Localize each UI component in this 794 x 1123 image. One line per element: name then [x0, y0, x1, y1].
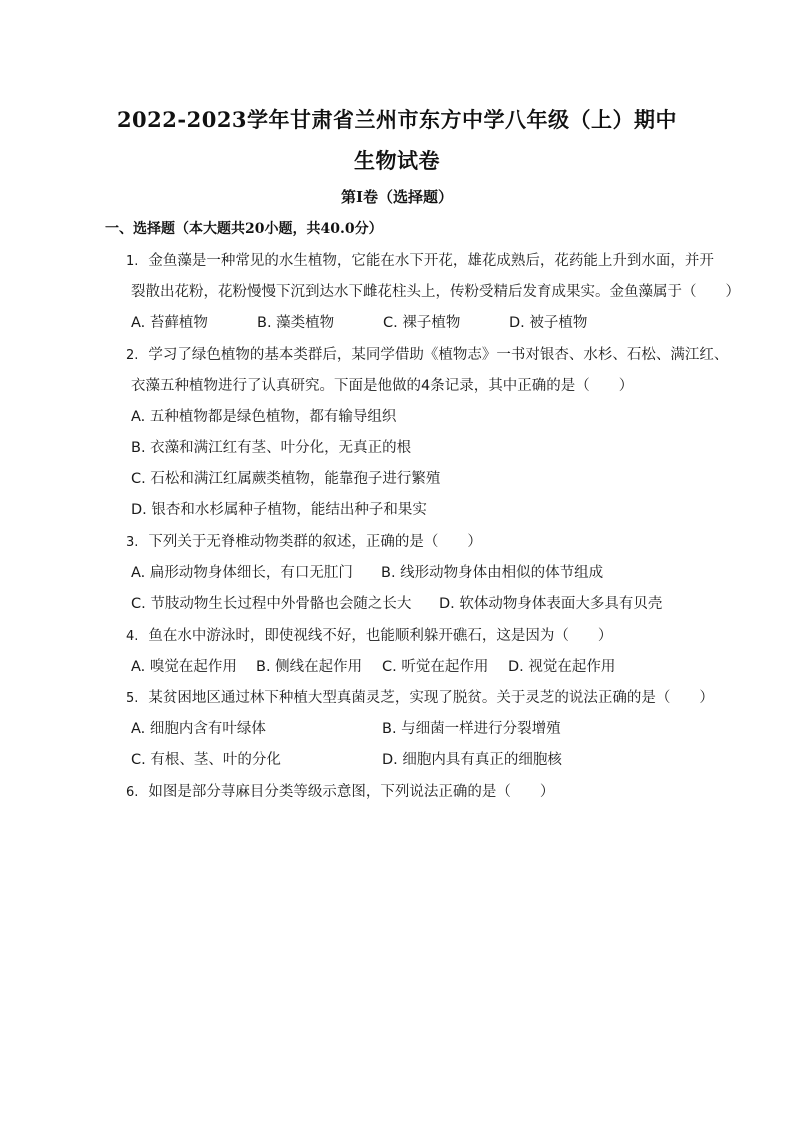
question-1-option-d[interactable]: D. 被子植物 [509, 315, 588, 331]
question-2-text-1: 学习了绿色植物的基本类群后，某同学借助《植物志》一书对银杏、水杉、石松、满江红、 [148, 347, 729, 363]
question-4-text-1: 鱼在水中游泳时，即使视线不好，也能顺利躲开礁石，这是因为（ ） [148, 628, 613, 644]
question-2-option-a[interactable]: A. 五种植物都是绿色植物，都有输导组织 [131, 409, 397, 425]
section-info: （本大题共20小题，共40.0分） [175, 221, 383, 237]
question-3-option-a[interactable]: A. 扁形动物身体细长，有口无肛门 [131, 565, 353, 581]
question-5-option-b[interactable]: B. 与细菌一样进行分裂增殖 [382, 721, 561, 737]
question-2-number: 2. [126, 348, 139, 363]
question-5-number: 5. [126, 691, 139, 706]
question-5-line-1 [126, 686, 714, 707]
question-1-text-2: 裂散出花粉，花粉慢慢下沉到达水下雌花柱头上，传粉受精后发育成果实。金鱼藻属于（ ） [131, 284, 740, 300]
question-6-text-1: 如图是部分荨麻目分类等级示意图，下列说法正确的是（ ） [148, 784, 555, 800]
question-2-option-c[interactable]: C. 石松和满江红属蕨类植物，能靠孢子进行繁殖 [131, 471, 441, 487]
question-1-line-1 [126, 249, 714, 270]
question-5-text-1: 某贫困地区通过林下种植大型真菌灵芝，实现了脱贫。关于灵芝的说法正确的是（ ） [148, 690, 714, 706]
question-3-option-c[interactable]: C. 节肢动物生长过程中外骨骼也会随之长大 [131, 596, 412, 612]
question-4-option-d[interactable]: D. 视觉在起作用 [508, 659, 616, 675]
question-3-text-1: 下列关于无脊椎动物类群的叙述，正确的是（ ） [148, 534, 482, 550]
question-2-text-2: 衣藻五种植物进行了认真研究。下面是他做的4条记录，其中正确的是（ ） [131, 378, 634, 394]
question-5-option-d[interactable]: D. 细胞内具有真正的细胞核 [382, 752, 562, 768]
question-1-option-a[interactable]: A. 苔藓植物 [131, 315, 208, 331]
question-6-line-1 [126, 780, 554, 801]
question-3-number: 3. [126, 535, 139, 550]
volume-heading: 第Ⅰ卷（选择题） [340, 188, 454, 206]
question-4-option-b[interactable]: B. 侧线在起作用 [256, 659, 363, 675]
question-1-number: 1. [126, 254, 139, 269]
question-1-text-1: 金鱼藻是一种常见的水生植物，它能在水下开花，雄花成熟后，花药能上升到水面，并开 [148, 253, 714, 269]
exam-title-line2: 生物试卷 [354, 148, 440, 173]
question-4-option-c[interactable]: C. 听觉在起作用 [382, 659, 489, 675]
question-2-option-d[interactable]: D. 银杏和水杉属种子植物，能结出种子和果实 [131, 502, 427, 518]
question-4-number: 4. [126, 629, 139, 644]
question-6-number: 6. [126, 785, 139, 800]
question-5-option-a[interactable]: A. 细胞内含有叶绿体 [131, 721, 266, 737]
question-5-option-c[interactable]: C. 有根、茎、叶的分化 [131, 752, 281, 768]
question-1-option-b[interactable]: B. 藻类植物 [257, 315, 335, 331]
question-3-option-d[interactable]: D. 软体动物身体表面大多具有贝壳 [439, 596, 663, 612]
section-heading [105, 218, 383, 238]
question-3-line-1 [126, 530, 482, 551]
question-2-option-b[interactable]: B. 衣藻和满江红有茎、叶分化，无真正的根 [131, 440, 412, 456]
question-1-option-c[interactable]: C. 裸子植物 [383, 315, 461, 331]
exam-title-line1: 2022-2023学年甘肃省兰州市东方中学八年级（上）期中 [116, 107, 678, 132]
section-label: 一、选择题 [105, 221, 175, 237]
question-4-option-a[interactable]: A. 嗅觉在起作用 [131, 659, 237, 675]
question-3-option-b[interactable]: B. 线形动物身体由相似的体节组成 [381, 565, 604, 581]
question-4-line-1 [126, 624, 612, 645]
question-2-line-1 [126, 343, 728, 364]
